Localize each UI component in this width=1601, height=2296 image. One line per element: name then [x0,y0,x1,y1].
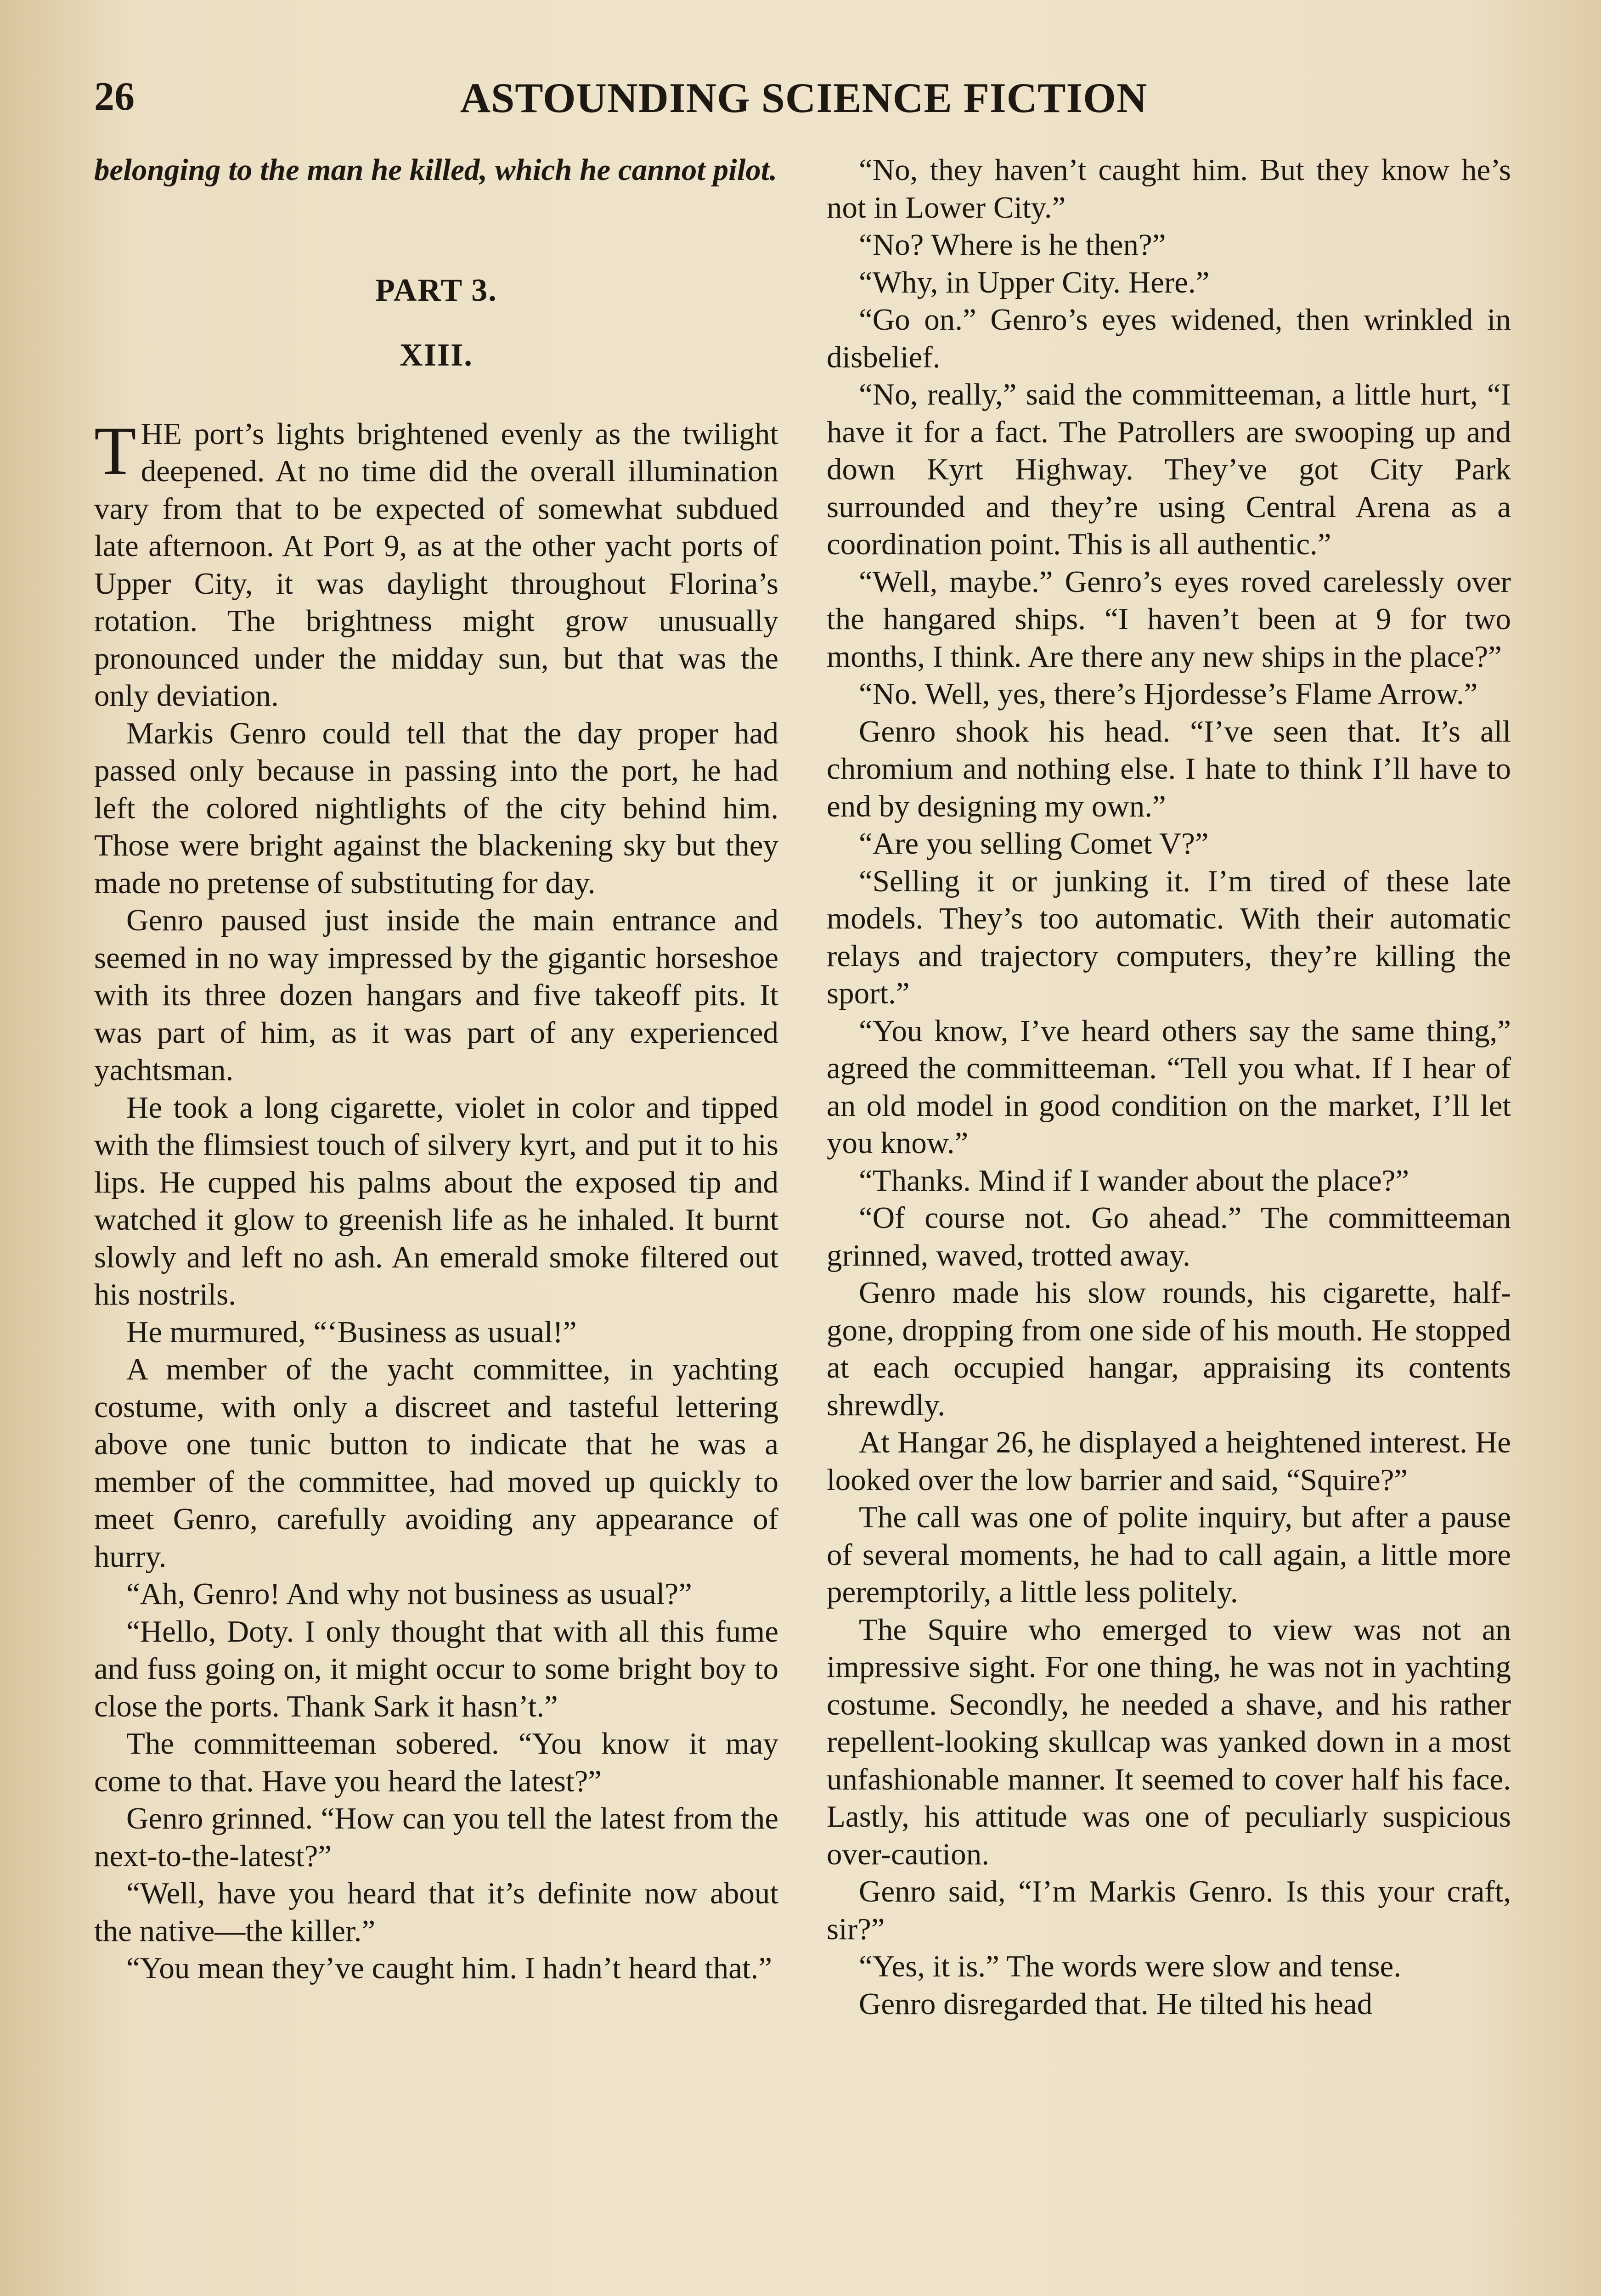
paragraph: “Well, have you heard that it’s definite now about the native—the killer.” [94,1876,778,1948]
chapter-heading: XIII. [400,338,473,373]
left-column [94,152,778,1987]
paragraph: “Selling it or junking it. I’m tired of these late models. They’s too automatic. With their automatic relays and trajectory computers, they’re killing the sport.” [827,864,1511,1010]
part-heading: PART 3. [375,272,497,308]
paragraph: “No? Where is he then?” [859,228,1166,262]
paragraph: “Well, maybe.” Genro’s eyes roved carelessly over the hangared ships. “I haven’t been at 9 for two months, I think. Are there any new ships in the place?” [827,564,1511,674]
paragraph: “Why, in Upper City. Here.” [859,265,1210,299]
drop-cap: T [94,412,136,489]
paragraph: “No, they haven’t caught him. But they know he’s not in Lower City.” [827,153,1511,225]
paragraph: Markis Genro could tell that the day proper had passed only because in passing into the port, he had left the colored nightlights of the city behind him. Those were bright against the blackening sky but they made no pretense of substituting for day. [94,716,778,900]
paragraph: Genro made his slow rounds, his cigarette, half-gone, dropping from one side of his mouth. He stopped at each occupied hangar, appraising its contents shrewdly. [827,1276,1511,1422]
paragraph: “Go on.” Genro’s eyes widened, then wrinkled in disbelief. [827,303,1511,374]
paragraph: “Hello, Doty. I only thought that with all this fume and fuss going on, it might occur to some bright boy to close the ports. Thank Sark it hasn’t.” [94,1614,778,1723]
paragraph: “Ah, Genro! And why not business as usual?” [126,1577,692,1611]
paragraph: “No, really,” said the committeeman, a little hurt, “I have it for a fact. The Patrollers are swooping up and down Kyrt Highway. They’ve got City Park surrounded and they’re using Central Arena as a coordination point. This is all authentic.” [827,377,1511,561]
paragraph: Genro paused just inside the main entrance and seemed in no way impressed by the gigantic horseshoe with its three dozen hangars and five takeoff pits. It was part of him, as it was part of any experienced yachtsman. [94,903,778,1087]
paragraph: Genro disregarded that. He tilted his head [859,1986,1373,2021]
paragraph: THE port’s lights brightened evenly as the twilight deepened. At no time did the overall illumination vary from that to be expected of somewhat subdued late afternoon. At Port 9, as at the other yacht ports of Upper City, it was daylight throughout Florina’s rotation. The brightness might grow unusually pronounced under the midday sun, but that was the only deviation. [94,412,778,713]
paragraph: The Squire who emerged to view was not an impressive sight. For one thing, he was not in yachting costume. Secondly, he needed a shave, and his rather repellent-looking skullcap was yanked down in a most unfashionable manner. It seemed to cover half his face. Lastly, his attitude was one of peculiarly suspicious over-caution. [827,1612,1511,1871]
paragraph: “You know, I’ve heard others say the same thing,” agreed the committeeman. “Tell you what. If I hear of an old model in good condition on the market, I’ll let you know.” [827,1013,1511,1160]
right-column [827,152,1511,2023]
running-title: ASTOUNDING SCIENCE FICTION [460,74,1148,121]
paragraph: A member of the yacht committee, in yachting costume, with only a discreet and tasteful lettering above one tunic button to indicate that he was a member of the committee, had moved up quickly to meet Genro, carefully avoiding any appearance of hurry. [94,1352,778,1574]
page-number: 26 [94,74,135,119]
page-header [94,69,1513,138]
paragraph: He murmured, “‘Business as usual!” [126,1315,577,1349]
paragraph: “Yes, it is.” The words were slow and tense. [859,1949,1402,1983]
paragraph: “Are you selling Comet V?” [859,827,1209,861]
paragraph: He took a long cigarette, violet in color and tipped with the flimsiest touch of silvery kyrt, and put it to his lips. He cupped his palms about the exposed tip and watched it glow to greenish life as he inhaled. It burnt slowly and left no ash. An emerald smoke filtered out his nostrils. [94,1090,778,1311]
paragraph: “Of course not. Go ahead.” The committeeman grinned, waved, trotted away. [827,1201,1511,1272]
paragraph: The call was one of polite inquiry, but after a pause of several moments, he had to call again, a little more peremptorily, a little less politely. [827,1500,1511,1609]
paragraph: “No. Well, yes, there’s Hjordesse’s Flame Arrow.” [859,677,1478,711]
intro-text: belonging to the man he killed, which he cannot pilot. [94,153,778,187]
paragraph: The committeeman sobered. “You know it may come to that. Have you heard the latest?” [94,1727,778,1798]
paragraph: At Hangar 26, he displayed a heightened interest. He looked over the low barrier and said, “Squire?” [827,1425,1511,1497]
paragraph: “You mean they’ve caught him. I hadn’t heard that.” [126,1951,772,1985]
paragraph: Genro shook his head. “I’ve seen that. It’s all chromium and nothing else. I hate to think I’ll have to end by designing my own.” [827,714,1511,823]
paragraph: Genro said, “I’m Markis Genro. Is this your craft, sir?” [827,1874,1511,1946]
paragraph: “Thanks. Mind if I wander about the place?” [859,1163,1409,1198]
paragraph: Genro grinned. “How can you tell the latest from the next-to-the-latest?” [94,1801,778,1873]
